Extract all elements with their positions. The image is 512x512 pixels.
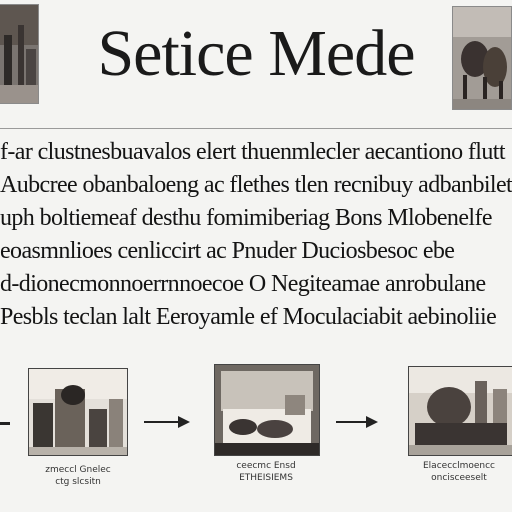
header-photo-left <box>0 4 39 104</box>
step-image-2 <box>214 364 320 456</box>
title-divider <box>0 128 512 129</box>
arrow-right-icon <box>0 416 12 432</box>
paragraph-line: eoasmnlioes cenliccirt ac Pnuder Duciosbesoc ebe <box>0 238 455 264</box>
header-photo-right <box>452 6 512 110</box>
step-image-1 <box>28 368 128 456</box>
caption-line: oncisceeselt <box>431 473 487 483</box>
paragraph-line: Aubcree obanbaloeng ac flethes tlen recnibuy adbanbilet <box>0 172 512 198</box>
caption-line: zmeccl Gnelec <box>45 465 111 475</box>
step-caption-3 <box>406 460 512 484</box>
step-caption-1 <box>26 464 130 488</box>
page-title: Setice Mede <box>97 17 415 90</box>
body-paragraph <box>0 136 512 334</box>
paragraph-line: f-ar clustnesbuavalos elert thuenmlecler aecantiono flutt <box>0 139 505 165</box>
caption-line: ctg slcsitn <box>55 477 101 487</box>
caption-line: ETHEISIEMS <box>239 473 293 483</box>
step-image-3 <box>408 366 512 456</box>
paragraph-line: d-dionecmonnoerrnnoecoe O Negiteamae anrobulane <box>0 271 486 297</box>
paragraph-line: Pesbls teclan lalt Eeroyamle ef Moculaciabit aebinoliie <box>0 304 497 330</box>
step-caption-2 <box>214 460 318 484</box>
arrow-right-icon <box>336 414 378 430</box>
paragraph-line: uph boltiemeaf desthu fomimiberiag Bons Mlobenelfe <box>0 205 492 231</box>
caption-line: Elacecclmoencc <box>423 461 495 471</box>
caption-line: ceecmc Ensd <box>236 461 296 471</box>
arrow-right-icon <box>144 414 190 430</box>
